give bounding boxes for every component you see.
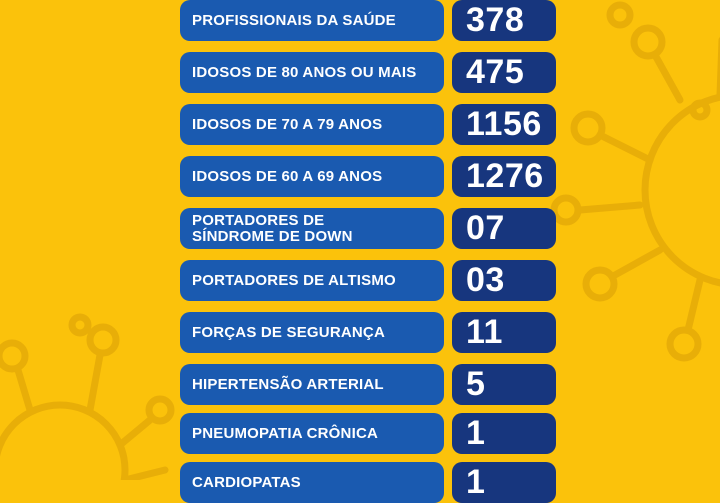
- group-count: 03: [452, 260, 556, 301]
- group-label: PORTADORES DE ALTISMO: [180, 260, 444, 301]
- group-count: 1156: [452, 104, 556, 145]
- list-item: [180, 208, 556, 249]
- group-label: IDOSOS DE 70 A 79 ANOS: [180, 104, 444, 145]
- list-item: [180, 156, 556, 197]
- group-count: 11: [452, 312, 556, 353]
- list-item: [180, 462, 556, 503]
- group-count: 1276: [452, 156, 556, 197]
- list-item: [180, 260, 556, 301]
- group-label: CARDIOPATAS: [180, 462, 444, 503]
- group-label: IDOSOS DE 60 A 69 ANOS: [180, 156, 444, 197]
- group-label: IDOSOS DE 80 ANOS OU MAIS: [180, 52, 444, 93]
- list-item: [180, 52, 556, 93]
- group-count: 378: [452, 0, 556, 41]
- group-count: 475: [452, 52, 556, 93]
- list-item: [180, 364, 556, 405]
- group-label: FORÇAS DE SEGURANÇA: [180, 312, 444, 353]
- list-item: [180, 413, 556, 454]
- group-count: 1: [452, 413, 556, 454]
- list-item: [180, 312, 556, 353]
- group-count: 07: [452, 208, 556, 249]
- group-label: PORTADORES DE SÍNDROME DE DOWN: [180, 208, 444, 249]
- group-label: PROFISSIONAIS DA SAÚDE: [180, 0, 444, 41]
- list-item: [180, 0, 556, 41]
- group-label: HIPERTENSÃO ARTERIAL: [180, 364, 444, 405]
- group-count: 5: [452, 364, 556, 405]
- group-label: PNEUMOPATIA CRÔNICA: [180, 413, 444, 454]
- list-item: [180, 104, 556, 145]
- group-count: 1: [452, 462, 556, 503]
